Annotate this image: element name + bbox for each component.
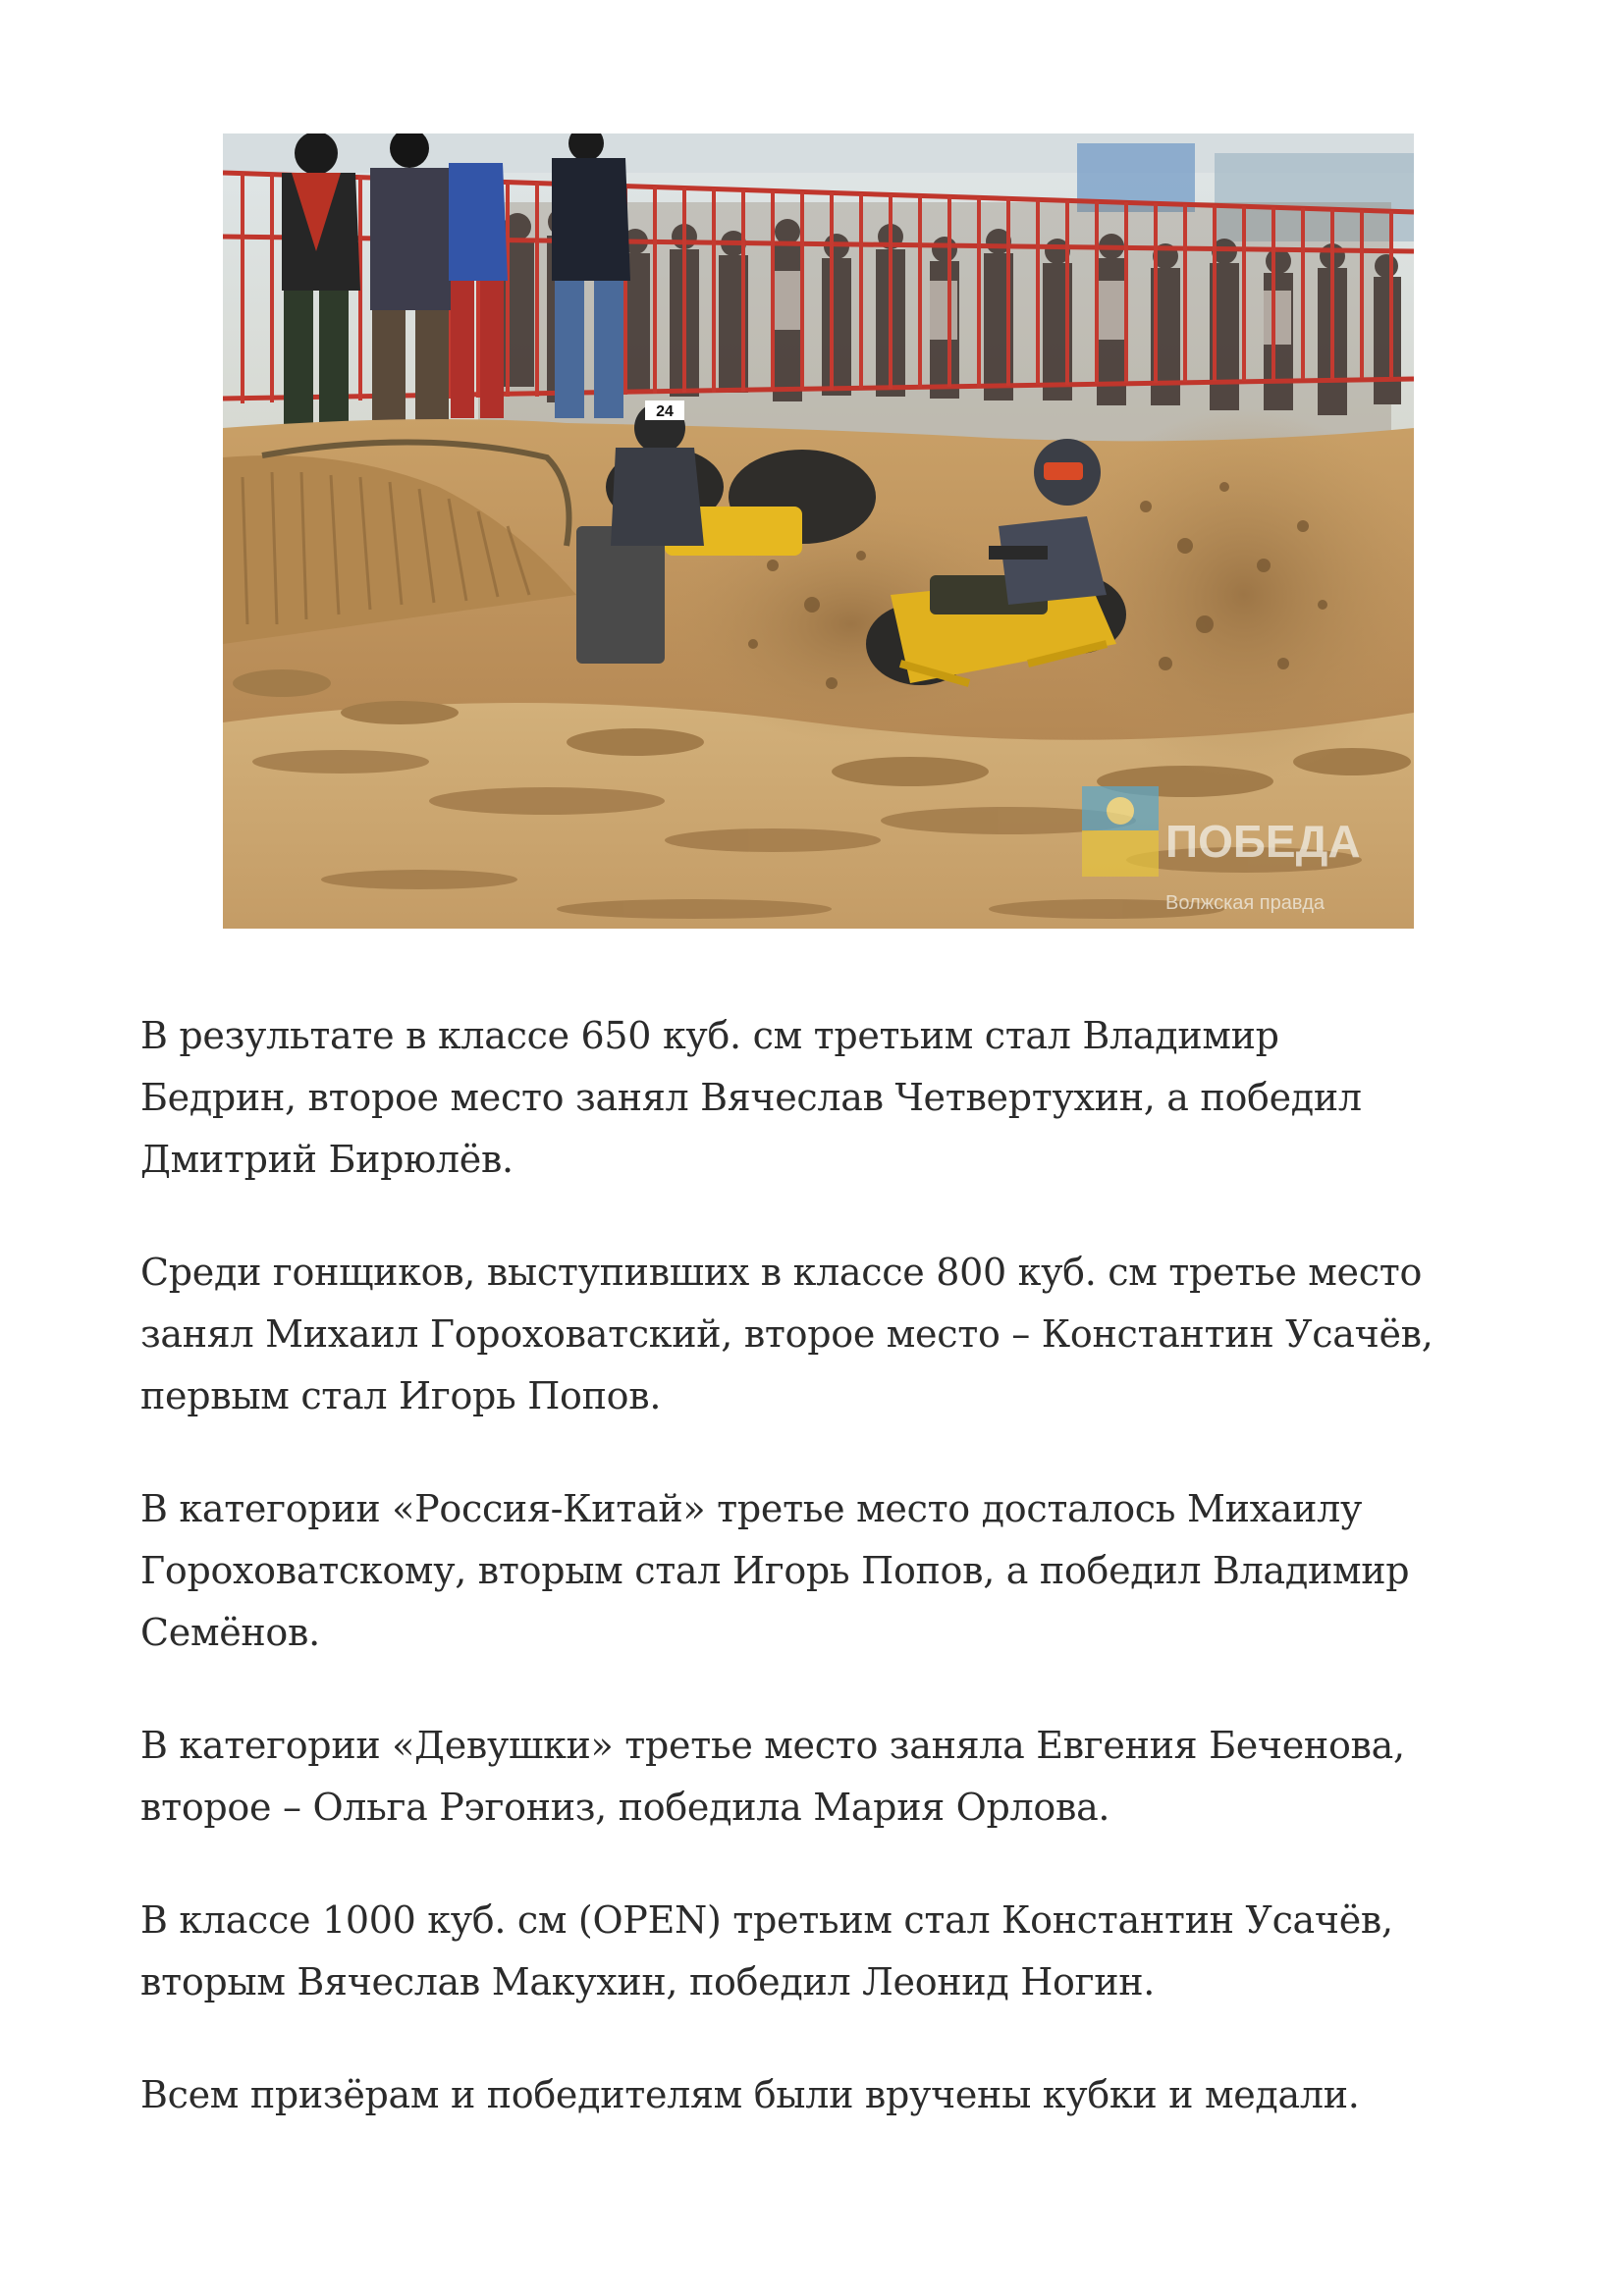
bib-number: 24	[656, 403, 674, 420]
closing-paragraph: Всем призёрам и победителям были вручены кубки и медали.	[140, 2073, 1360, 2116]
result-paragraph-1000cc-open: В классе 1000 куб. см (OPEN) третьим стал Константин Усачёв, вторым Вячеслав Макухин, победил Леонид Ногин.	[140, 1898, 1393, 2003]
result-paragraph-girls: В категории «Девушки» третье место заняла Евгения Беченова, второе – Ольга Рэгониз, победила Мария Орлова.	[140, 1724, 1405, 1829]
article-body	[140, 1005, 1446, 2177]
atv-race-illustration	[223, 133, 1414, 929]
article-photo	[223, 133, 1414, 929]
result-paragraph-russia-china: В категории «Россия-Китай» третье место досталось Михаилу Гороховатскому, вторым стал Игорь Попов, а победил Владимир Семёнов.	[140, 1487, 1410, 1654]
result-paragraph-650cc: В результате в классе 650 куб. см третьим стал Владимир Бедрин, второе место занял Вячеслав Четвертухин, а победил Дмитрий Бирюлёв.	[140, 1014, 1362, 1181]
marshals	[282, 133, 630, 448]
result-paragraph-800cc: Среди гонщиков, выступивших в классе 800 куб. см третье место занял Михаил Гороховатский, второе место – Константин Усачёв, первым стал Игорь Попов.	[140, 1251, 1434, 1417]
watermark-mark: ПОБЕДА	[1165, 816, 1361, 867]
watermark-label: Волжская правда	[1165, 892, 1325, 914]
